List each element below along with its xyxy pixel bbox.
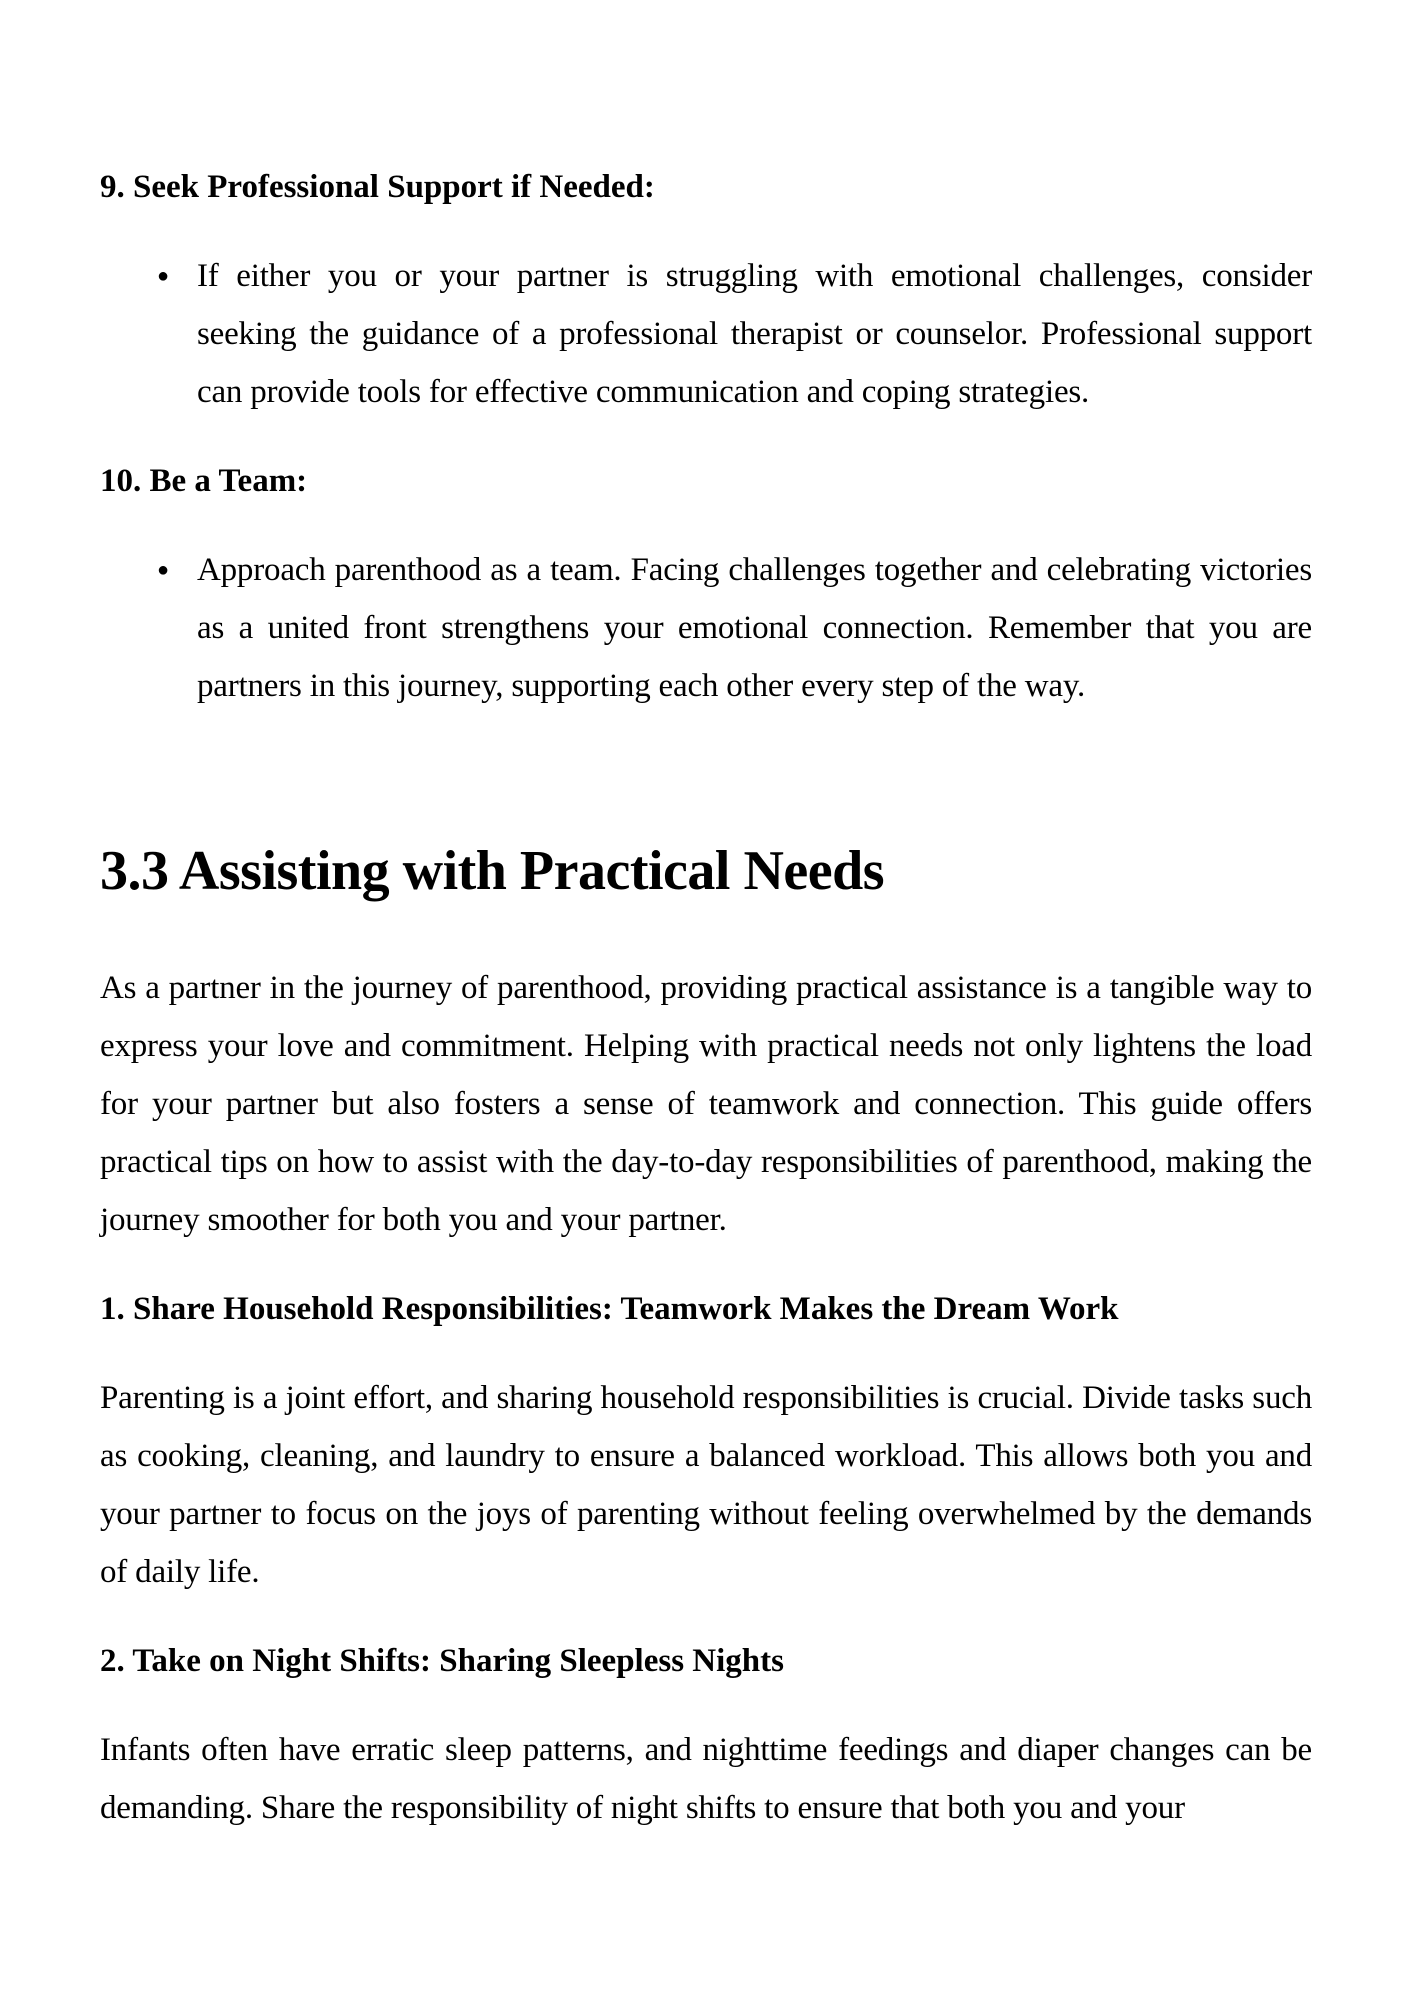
bullet-icon: ● [157, 559, 170, 581]
tip-9-bullet-list [100, 247, 1312, 421]
list-item [100, 247, 1312, 421]
list-item [100, 541, 1312, 715]
section-title: 3.3 Assisting with Practical Needs [100, 840, 885, 902]
practical-tip-2-body: Infants often have erratic sleep patterns, and nighttime feedings and diaper changes can be demanding. Share the responsibility of night shifts to ensure that both you and your [100, 1732, 1312, 1826]
tip-10-bullet-list [100, 541, 1312, 715]
practical-tip-1-heading: 1. Share Household Responsibilities: Teamwork Makes the Dream Work [100, 1291, 1119, 1327]
practical-tip-2-heading: 2. Take on Night Shifts: Sharing Sleepless Nights [100, 1643, 784, 1679]
tip-10-heading: 10. Be a Team: [100, 463, 308, 499]
section-intro-paragraph: As a partner in the journey of parenthood, providing practical assistance is a tangible way to express your love and commitment. Helping with practical needs not only lightens the load for your partner but also fosters a sense of teamwork and connection. This guide offers practical tips on how to assist with the day-to-day responsibilities of parenthood, making the journey smoother for both you and your partner. [100, 970, 1312, 1238]
tip-10-bullet-text: Approach parenthood as a team. Facing challenges together and celebrating victories as a united front strengthens your emotional connection. Remember that you are partners in this journey, supporting each other every step of the way. [197, 552, 1312, 704]
tip-9-heading: 9. Seek Professional Support if Needed: [100, 169, 655, 205]
bullet-icon: ● [157, 265, 170, 287]
tip-9-bullet-text: If either you or your partner is struggling with emotional challenges, consider seeking the guidance of a professional therapist or counselor. Professional support can provide tools for effective communication and coping strategies. [197, 258, 1312, 410]
practical-tip-1-body: Parenting is a joint effort, and sharing household responsibilities is crucial. Divide tasks such as cooking, cleaning, and laundry to ensure a balanced workload. This allows both you and your partner to focus on the joys of parenting without feeling overwhelmed by the demands of daily life. [100, 1380, 1312, 1590]
